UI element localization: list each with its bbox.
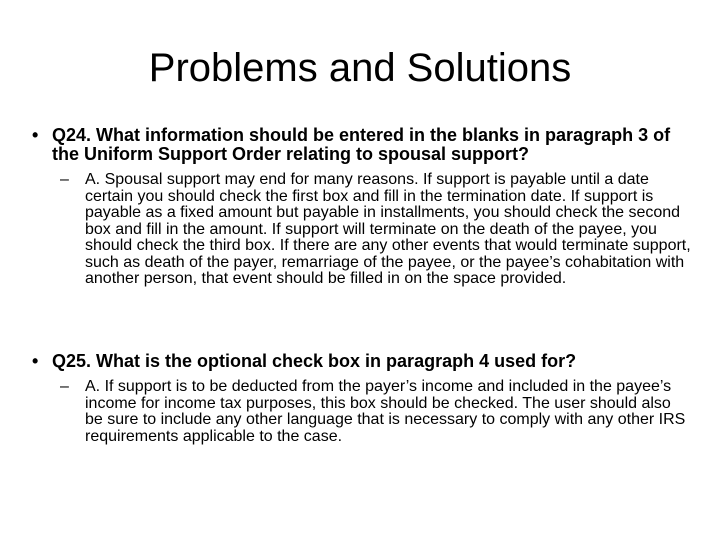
answer-text: A. Spousal support may end for many reasons. If support is payable until a date certain you should check the first box and fill in the termination date. If support is payable as a fixed amount but payable in installments, you should check the second box and fill in the amount. If support will terminate on the death of the payee, you should check the third box. If there are any other events that would terminate support, such as death of the payer, remarriage of the payee, or the payee’s cohabitation with another person, that event should be filled in on the space provided. [85, 171, 691, 287]
slide-title: Problems and Solutions [148, 46, 572, 90]
question-q25 [32, 352, 692, 371]
answer-text: A. If support is to be deducted from the payer’s income and included in the payee’s income for income tax purposes, this box should be checked. The user should also be sure to include any other language that is necessary to comply with any other IRS requirements applicable to the case. [85, 378, 686, 445]
dash-icon: – [60, 378, 69, 395]
bullet-icon: • [32, 351, 39, 371]
question-block-q24 [32, 126, 692, 288]
question-text: Q24. What information should be entered in the blanks in paragraph 3 of the Uniform Support Order relating to spousal support? [52, 125, 671, 164]
dash-icon: – [60, 171, 69, 188]
bullet-icon: • [32, 125, 39, 145]
question-text: Q25. What is the optional check box in paragraph 4 used for? [52, 351, 577, 371]
question-q24 [32, 126, 692, 164]
question-block-q25 [32, 352, 692, 445]
answer-q24 [60, 172, 692, 288]
answer-q25 [60, 379, 692, 445]
